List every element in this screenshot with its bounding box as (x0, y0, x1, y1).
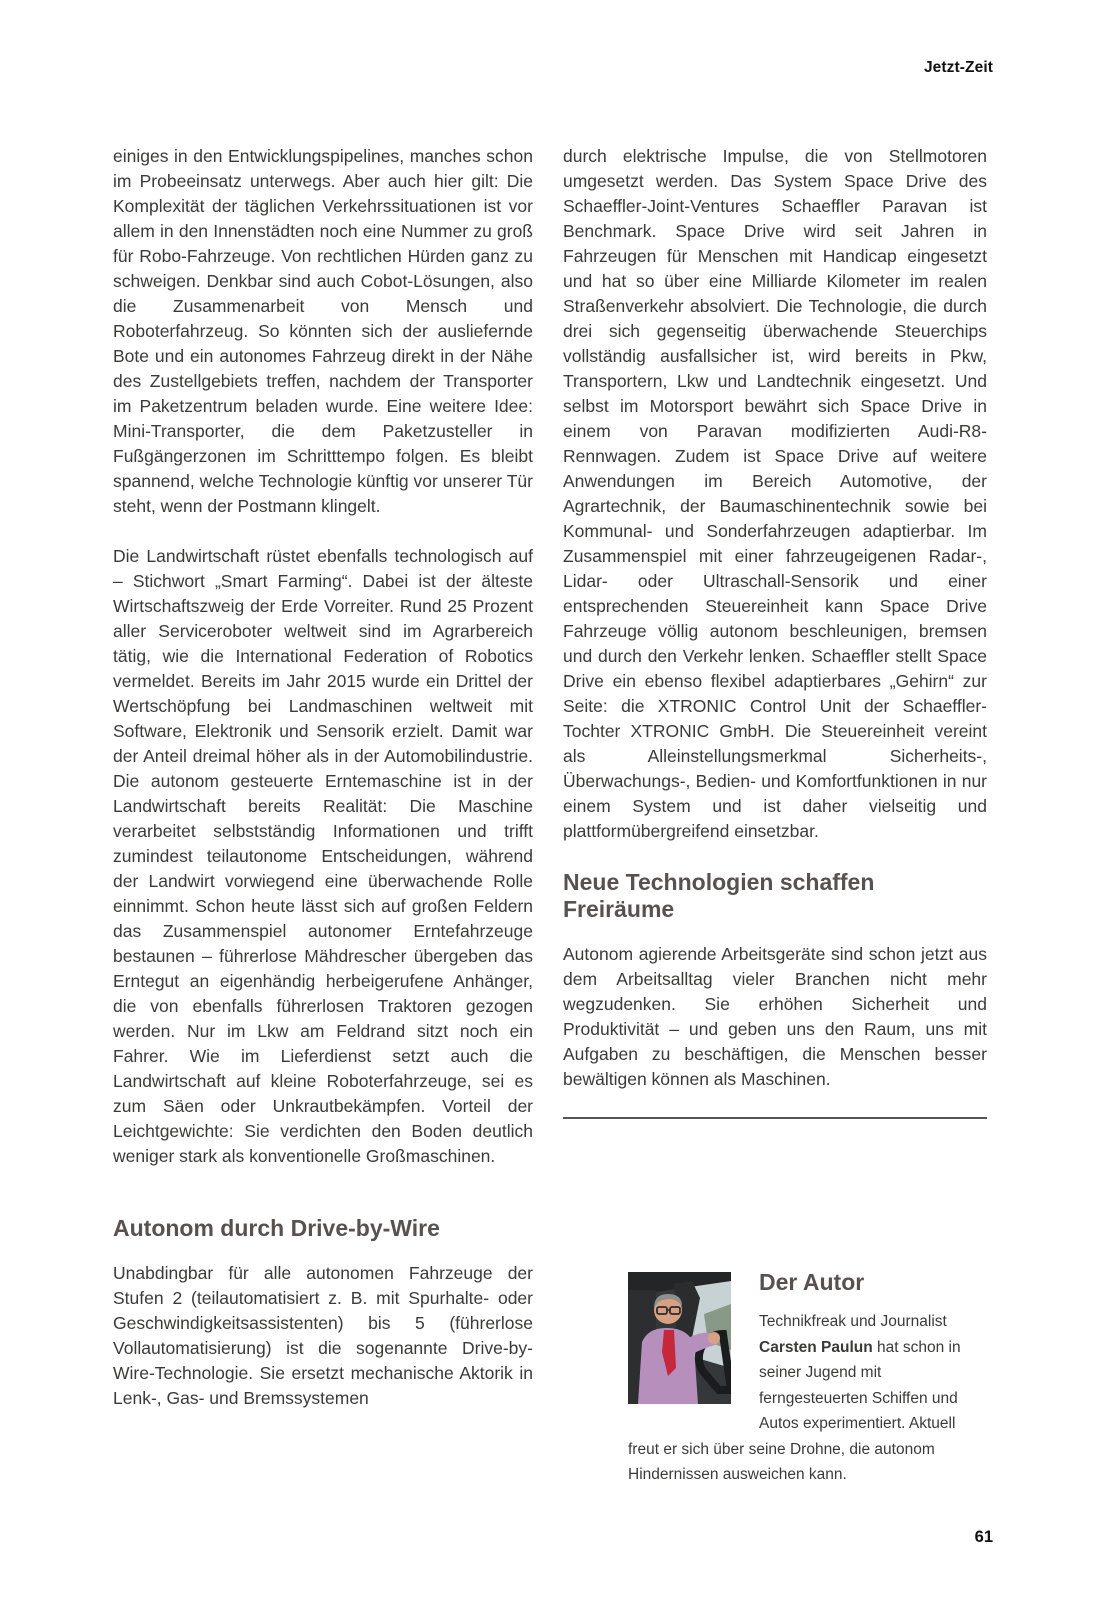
heading-drive-by-wire: Autonom durch Drive-by-Wire (113, 1215, 440, 1241)
running-head: Jetzt-Zeit (923, 59, 993, 76)
author-photo (628, 1272, 731, 1404)
right-column (563, 144, 987, 1488)
left-column (113, 144, 533, 1436)
section-divider (563, 1117, 987, 1119)
paragraph-delivery-robots: einiges in den Entwicklungspipelines, manches schon im Probeeinsatz unterwegs. Aber auch hier gilt: Die Komplexität der täglichen Verkehrssituationen ist vor allem in den Innenstädten noch eine Nummer zu groß für Robo-Fahrzeuge. Von rechtlichen Hürden ganz zu schweigen. Denkbar sind auch Cobot-Lösungen, also die Zusammenarbeit von Mensch und Roboterfahrzeug. So könnten sich der ausliefernde Bote und ein autonomes Fahrzeug direkt in der Nähe des Zustellgebiets treffen, nachdem der Transporter im Paketzentrum beladen wurde. Eine weitere Idee: Mini-Transporter, die dem Paketzusteller in Fußgängerzonen im Schritttempo folgen. Es bleibt spannend, welche Technologie künftig vor unserer Tür steht, wenn der Postmann klingelt. (113, 146, 533, 516)
author-name: Carsten Paulun (759, 1338, 873, 1356)
heading-neue-technologien: Neue Technologien schaffen Freiräume (563, 869, 875, 922)
author-text-intro: Technikfreak und Journalist (759, 1313, 947, 1330)
paragraph-drive-by-wire: Unabdingbar für alle autonomen Fahrzeuge der Stufen 2 (teilautomatisiert z. B. mit Spurhalte- oder Geschwindigkeitsassistenten) bis 5 (führerlose Vollautomatisierung) ist die sogenannte Drive-by-Wire-Technologie. Sie ersetzt mechanische Aktorik in Lenk-, Gas- und Bremssystemen (113, 1263, 533, 1408)
author-heading: Der Autor (759, 1269, 865, 1295)
paragraph-space-drive: durch elektrische Impulse, die von Stellmotoren umgesetzt werden. Das System Space Drive des Schaeffler-Joint-Ventures Schaeffler Paravan ist Benchmark. Space Drive wird seit Jahren in Fahrzeugen für Menschen mit Handicap eingesetzt und hat so über eine Milliarde Kilometer im realen Straßenverkehr absolviert. Die Technologie, die durch drei sich gegenseitig überwachende Steuerchips vollständig ausfallsicher ist, wird bereits in Pkw, Transportern, Lkw und Landtechnik eingesetzt. Und selbst im Motorsport bewährt sich Space Drive in einem von Paravan modifizierten Audi-R8-Rennwagen. Zudem ist Space Drive auf weitere Anwendungen im Bereich Automotive, der Agrartechnik, der Baumaschinentechnik sowie bei Kommunal- und Sonderfahrzeugen adaptierbar. Im Zusammenspiel mit einer fahrzeugeigenen Radar-, Lidar- oder Ultraschall-Sensorik und einer entsprechenden Steuereinheit kann Space Drive Fahrzeuge völlig autonom beschleunigen, bremsen und durch den Verkehr lenken. Schaeffler stellt Space Drive ein ebenso flexibel adaptierbares „Gehirn“ zur Seite: die XTRONIC Control Unit der Schaeffler-Tochter XTRONIC GmbH. Die Steuereinheit vereint als Alleinstellungsmerkmal Sicherheits-, Überwachungs-, Bedien- und Komfortfunktionen in nur einem System und ist daher vielseitig und plattformübergreifend einsetzbar. (563, 146, 987, 841)
author-text-rest: hat schon in seiner Jugend mit ferngesteuerten Schiffen und Autos experimentiert. Aktuell freut er sich über seine Drohne, die autonom Hindernissen ausweichen kann. (628, 1338, 961, 1483)
paragraph-freiraeume: Autonom agierende Arbeitsgeräte sind schon jetzt aus dem Arbeitsalltag vieler Branchen nicht mehr wegzudenken. Sie erhöhen Sicherheit und Produktivität – und geben uns den Raum, uns mit Aufgaben zu beschäftigen, die Menschen besser bewältigen können als Maschinen. (563, 944, 987, 1089)
paragraph-smart-farming: Die Landwirtschaft rüstet ebenfalls technologisch auf – Stichwort „Smart Farming“. Dabei ist der älteste Wirtschaftszweig der Erde Vorreiter. Rund 25 Prozent aller Serviceroboter weltweit sind im Agrarbereich tätig, wie die International Federation of Robotics vermeldet. Bereits im Jahr 2015 wurde ein Drittel der Wertschöpfung bei Landmaschinen weltweit mit Software, Elektronik und Sensorik erzielt. Damit war der Anteil dreimal höher als in der Automobilindustrie. Die autonom gesteuerte Erntemaschine ist in der Landwirtschaft bereits Realität: Die Maschine verarbeitet selbstständig Informationen und trifft zumindest teilautonome Entscheidungen, während der Landwirt vorwiegend eine überwachende Rolle einnimmt. Schon heute lässt sich auf großen Feldern das Zusammenspiel autonomer Erntefahrzeuge bestaunen – führerlose Mähdrescher übergeben das Erntegut an eigenhändig herbeigerufene Anhänger, die von ebenfalls führerlosen Traktoren gezogen werden. Nur im Lkw am Feldrand sitzt noch ein Fahrer. Wie im Lieferdienst setzt auch die Landwirtschaft auf kleine Roboterfahrzeuge, sei es zum Säen oder Unkrautbekämpfen. Vorteil der Leichtgewichte: Sie verdichten den Boden deutlich weniger stark als konventionelle Großmaschinen. (113, 546, 533, 1166)
author-box (563, 1269, 987, 1488)
page-number: 61 (974, 1528, 993, 1546)
